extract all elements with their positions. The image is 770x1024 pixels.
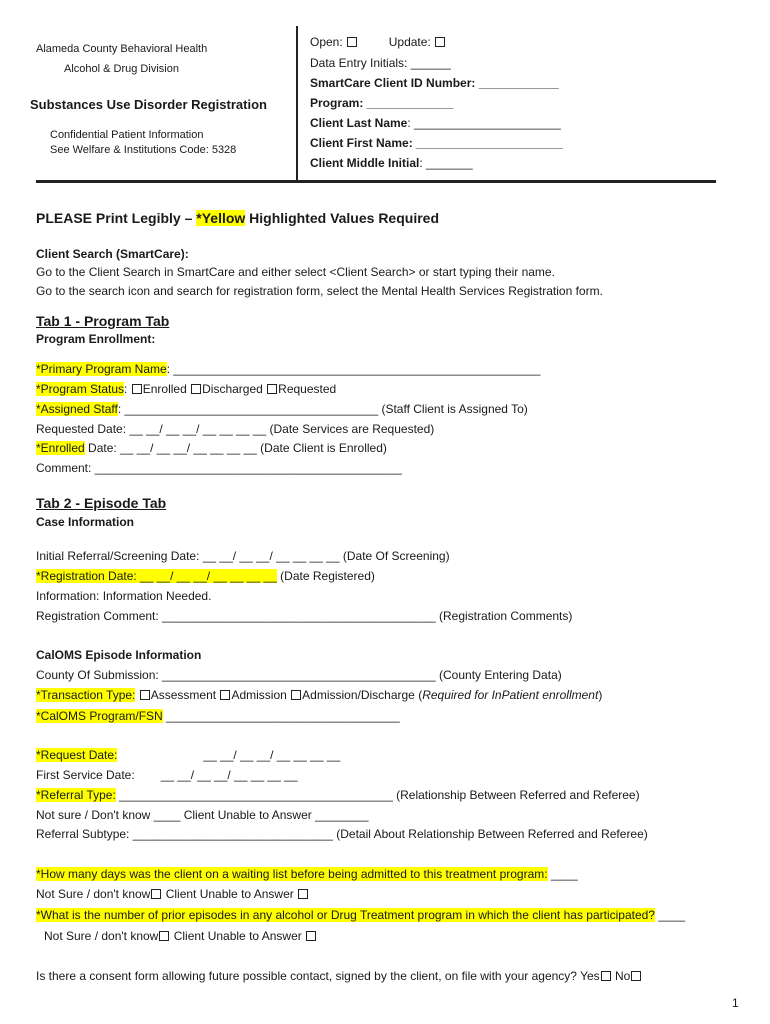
information-line: Information: Information Needed. <box>36 589 212 603</box>
request-date-blank: __ __/ __ __/ __ __ __ __ <box>203 748 341 762</box>
assessment-option: Assessment <box>150 688 217 702</box>
program-status-colon: : <box>124 382 128 396</box>
enrolled-option: Enrolled <box>142 382 187 396</box>
admission-checkbox[interactable] <box>220 690 230 700</box>
registration-date-note: (Date Registered) <box>276 569 375 583</box>
case-information-title: Case Information <box>36 515 135 529</box>
waiting-unable-label: Client Unable to Answer <box>162 887 298 901</box>
caloms-program-label: *CalOMS Program/FSN <box>36 709 163 723</box>
comment-field[interactable]: Comment: ______________________________________________ <box>36 461 402 475</box>
update-checkbox[interactable] <box>435 37 445 47</box>
consent-yes-checkbox[interactable] <box>601 971 611 981</box>
requested-date-field[interactable]: Requested Date: __ __/ __ __/ __ __ __ __ (Date Services are Requested) <box>36 422 435 436</box>
registration-date-field[interactable] <box>36 569 375 583</box>
client-middle-initial-field[interactable] <box>310 156 473 170</box>
first-service-date-field[interactable] <box>36 768 298 782</box>
division-name: Alcohol & Drug Division <box>64 63 179 75</box>
middle-initial-label: Client Middle Initial <box>310 156 420 170</box>
program-status-label: *Program Status <box>36 382 125 396</box>
instructions-post: Highlighted Values Required <box>245 210 439 226</box>
program-status-field <box>36 382 336 396</box>
open-checkbox[interactable] <box>347 37 357 47</box>
discharged-option: Discharged <box>202 382 263 396</box>
program-field[interactable]: Program: _____________ <box>310 96 454 110</box>
form-title: Substances Use Disorder Registration <box>30 97 267 112</box>
caloms-program-field[interactable] <box>36 709 400 723</box>
admission-option: Admission <box>231 688 287 702</box>
registration-date-label: *Registration Date: __ __/ __ __/ __ __ __ __ <box>36 569 277 583</box>
instructions-pre: PLEASE Print Legibly – <box>36 210 197 226</box>
code-reference: See Welfare & Institutions Code: 5328 <box>50 144 237 156</box>
primary-program-label: *Primary Program Name <box>36 362 167 376</box>
county-submission-field[interactable]: County Of Submission: _________________________________________ (County Entering Data) <box>36 668 562 682</box>
agency-name: Alameda County Behavioral Health <box>36 43 208 55</box>
request-date-field[interactable] <box>36 748 340 762</box>
consent-question <box>36 969 642 983</box>
referral-type-blank: _________________________________________ (Relationship Between Referred and Referee) <box>115 788 640 802</box>
enrolled-checkbox[interactable] <box>132 384 142 394</box>
caloms-program-blank: ___________________________________ <box>162 709 400 723</box>
requested-checkbox[interactable] <box>267 384 277 394</box>
prior-episodes-blank: ____ <box>654 908 686 922</box>
middle-initial-blank: : _______ <box>419 156 473 170</box>
referral-type-field[interactable] <box>36 788 640 802</box>
open-update-row <box>310 35 446 49</box>
assigned-staff-field[interactable] <box>36 402 528 416</box>
tab1-title: Tab 1 - Program Tab <box>36 313 170 329</box>
discharged-checkbox[interactable] <box>191 384 201 394</box>
referral-type-label: *Referral Type: <box>36 788 116 802</box>
request-date-label: *Request Date: <box>36 748 118 762</box>
client-search-title: Client Search (SmartCare): <box>36 247 189 261</box>
enrolled-date-field[interactable] <box>36 441 387 455</box>
last-name-blank: : ______________________ <box>407 116 561 130</box>
waiting-unable-checkbox[interactable] <box>298 889 308 899</box>
enrolled-date-blank: Date: __ __/ __ __/ __ __ __ __ (Date Client is Enrolled) <box>84 441 387 455</box>
consent-no-checkbox[interactable] <box>631 971 641 981</box>
initial-referral-date-field[interactable]: Initial Referral/Screening Date: __ __/ __ __/ __ __ __ __ (Date Of Screening) <box>36 549 450 563</box>
client-search-line2: Go to the search icon and search for registration form, select the Mental Health Services Registration form. <box>36 284 603 298</box>
program-enrollment-title: Program Enrollment: <box>36 332 156 346</box>
prior-unable-label: Client Unable to Answer <box>170 929 306 943</box>
last-name-label: Client Last Name <box>310 116 408 130</box>
assessment-checkbox[interactable] <box>140 690 150 700</box>
enrolled-date-label: *Enrolled <box>36 441 85 455</box>
instructions-highlight: *Yellow <box>196 210 246 226</box>
confidential-note: Confidential Patient Information <box>50 129 204 141</box>
prior-episodes-question[interactable] <box>36 908 685 922</box>
open-label: Open: <box>310 35 343 49</box>
prior-episodes-label: *What is the number of prior episodes in any alcohol or Drug Treatment program in which the client has participated? <box>36 908 655 922</box>
prior-not-sure-checkbox[interactable] <box>159 931 169 941</box>
waiting-not-sure-checkbox[interactable] <box>151 889 161 899</box>
assigned-staff-label: *Assigned Staff <box>36 402 118 416</box>
primary-program-blank: : _______________________________________________________ <box>166 362 541 376</box>
client-search-line1: Go to the Client Search in SmartCare and either select <Client Search> or start typing their name. <box>36 265 555 279</box>
waiting-list-question[interactable] <box>36 867 578 881</box>
primary-program-field[interactable] <box>36 362 540 376</box>
prior-episodes-options <box>44 929 317 943</box>
consent-no-label: No <box>611 969 631 983</box>
update-label: Update: <box>388 35 431 49</box>
prior-not-sure-label: Not Sure / don't know <box>44 929 159 943</box>
assigned-staff-blank: : ______________________________________ (Staff Client is Assigned To) <box>117 402 528 416</box>
first-service-label: First Service Date: <box>36 768 135 782</box>
referral-subtype-field[interactable]: Referral Subtype: ______________________________ (Detail About Relationship Between Referred and Referee) <box>36 827 648 841</box>
header-divider-vertical <box>296 26 298 182</box>
not-sure-line[interactable]: Not sure / Don't know ____ Client Unable to Answer ________ <box>36 808 369 822</box>
first-service-blank: __ __/ __ __/ __ __ __ __ <box>160 768 298 782</box>
transaction-type-label: *Transaction Type: <box>36 688 136 702</box>
caloms-title: CalOMS Episode Information <box>36 648 202 662</box>
prior-unable-checkbox[interactable] <box>306 931 316 941</box>
client-id-field[interactable]: SmartCare Client ID Number: ____________ <box>310 76 559 90</box>
page-number: 1 <box>732 996 739 1010</box>
instructions-heading <box>36 210 439 226</box>
admission-discharge-checkbox[interactable] <box>291 690 301 700</box>
waiting-list-options <box>36 887 309 901</box>
admission-discharge-option: Admission/Discharge <box>302 688 415 702</box>
waiting-list-label: *How many days was the client on a waiting list before being admitted to this treatment program: <box>36 867 548 881</box>
registration-comment-field[interactable]: Registration Comment: _________________________________________ (Registration Comments) <box>36 609 573 623</box>
tab2-title: Tab 2 - Episode Tab <box>36 495 167 511</box>
client-last-name-field[interactable] <box>310 116 561 130</box>
consent-label: Is there a consent form allowing future possible contact, signed by the client, on file with your agency? Yes <box>36 969 600 983</box>
waiting-not-sure-label: Not Sure / don't know <box>36 887 151 901</box>
header-divider-horizontal <box>36 180 716 183</box>
requested-option: Requested <box>278 382 337 396</box>
waiting-list-blank: ____ <box>547 867 578 881</box>
transaction-note: Required for InPatient enrollment <box>422 688 599 702</box>
transaction-type-field: *Transaction Type: Assessment Admission Admission/Discharge (Required for InPatient enrollment) <box>36 688 603 702</box>
data-entry-initials[interactable]: Data Entry Initials: ______ <box>310 56 451 70</box>
client-first-name-field[interactable]: Client First Name: ______________________ <box>310 136 563 150</box>
